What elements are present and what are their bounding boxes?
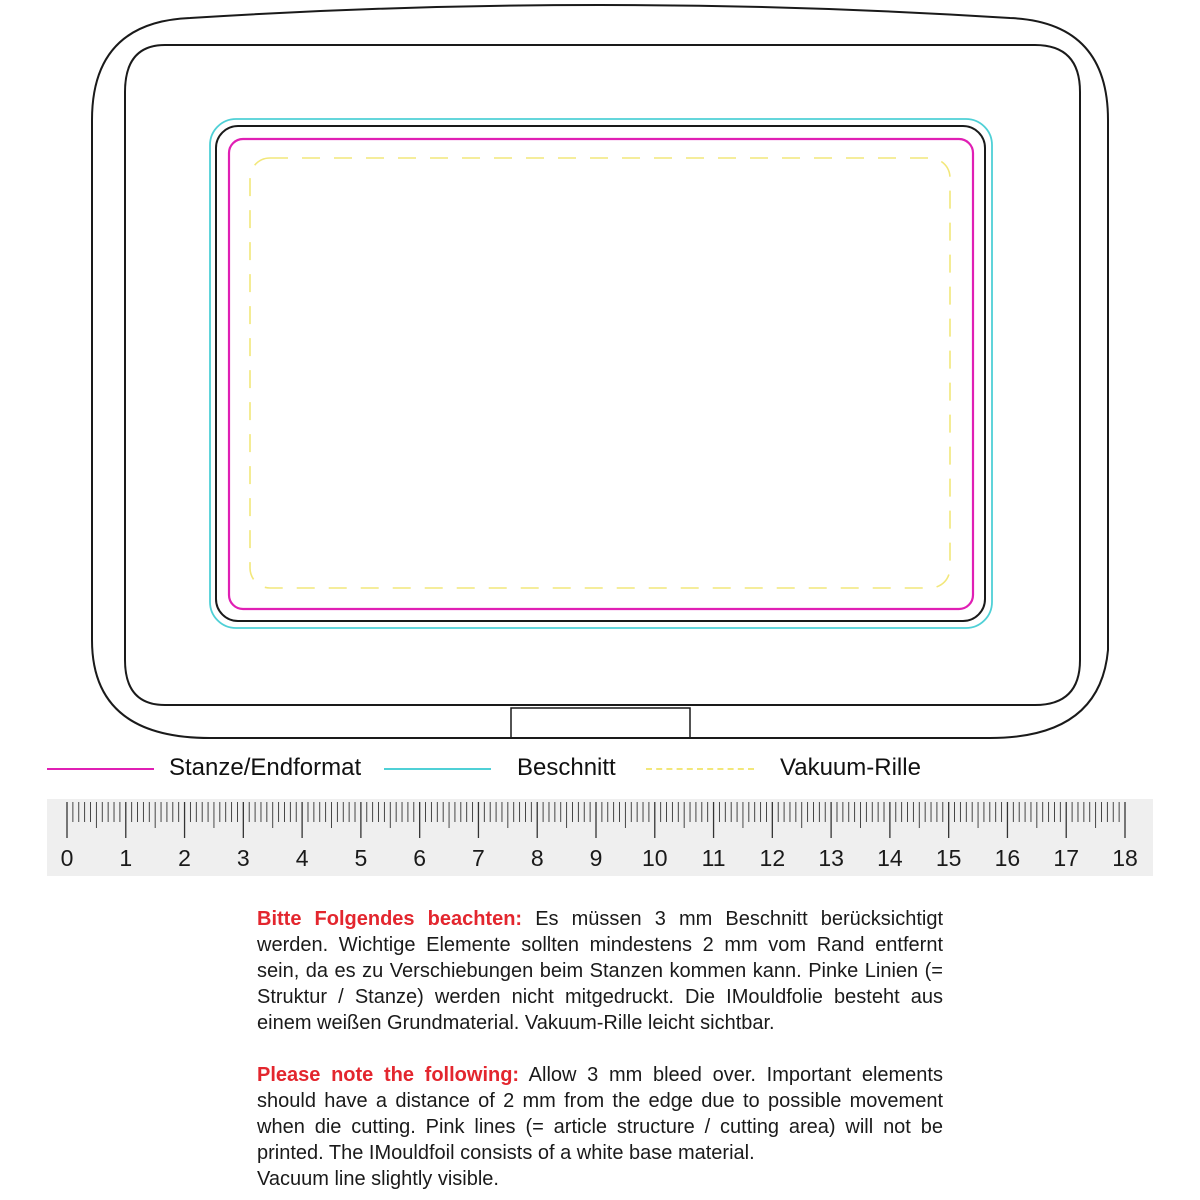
ruler-label: 11 (701, 845, 726, 871)
ruler (47, 799, 1153, 876)
recess-outline (216, 126, 985, 621)
ruler-label: 7 (472, 845, 485, 871)
ruler-scale (47, 799, 1153, 876)
ruler-label: 2 (178, 845, 191, 871)
ruler-label: 17 (1053, 845, 1080, 871)
note-english-lead: Please note the following: (257, 1064, 520, 1086)
legend-vakuum-swatch (646, 768, 754, 770)
note-german-text: Es müssen 3 mm Beschnitt berücksichtigt werden. Wichtige Elemente sollten mindestens 2 mm vom Rand entfernt sein, da es zu Verschiebungen beim Stanzen kommen kann. Pinke Linien (= Struktur / Stanze) werden nicht mitgedruckt. Die IMouldfolie besteht aus einem weißen Grundmaterial. Vakuum-Rille leicht sichtbar. (257, 908, 944, 1034)
ruler-label: 16 (994, 845, 1021, 871)
ruler-label: 0 (60, 845, 74, 871)
ruler-label: 13 (818, 845, 844, 871)
note-english-last-line: Vacuum line slightly visible. (257, 1168, 499, 1190)
lid-inner-rim (125, 45, 1080, 705)
ruler-label: 14 (877, 845, 903, 871)
ruler-label: 8 (530, 845, 544, 871)
legend-beschnitt-swatch (384, 768, 491, 770)
ruler-label: 6 (413, 845, 427, 871)
ruler-label: 18 (1112, 845, 1138, 871)
vakuum-rille-line (250, 158, 950, 588)
lid-clip-tab (511, 708, 690, 738)
ruler-label: 15 (935, 845, 962, 871)
ruler-label: 5 (354, 845, 368, 871)
ruler-label: 4 (295, 845, 309, 871)
ruler-label: 1 (119, 845, 133, 871)
legend-stanze-swatch (47, 768, 154, 770)
legend-vakuum-label: Vakuum-Rille (780, 754, 921, 781)
legend-beschnitt-label: Beschnitt (517, 754, 616, 781)
note-german-lead: Bitte Folgendes beachten: (257, 908, 523, 930)
note-german (257, 906, 943, 1036)
beschnitt-line (210, 119, 992, 628)
note-english (257, 1062, 943, 1192)
ruler-label: 10 (641, 845, 668, 871)
legend-stanze-label: Stanze/Endformat (169, 754, 362, 781)
note-english-text: Allow 3 mm bleed over. Important elements should have a distance of 2 mm from the edge due to possible movement when die cutting. Pink lines (= article structure / cutting area) will not be printed. The IMouldfoil consists of a white base material. (257, 1064, 943, 1164)
ruler-label: 3 (236, 845, 250, 871)
stanze-line (229, 139, 973, 609)
ruler-label: 9 (589, 845, 603, 871)
ruler-label: 12 (759, 845, 786, 871)
